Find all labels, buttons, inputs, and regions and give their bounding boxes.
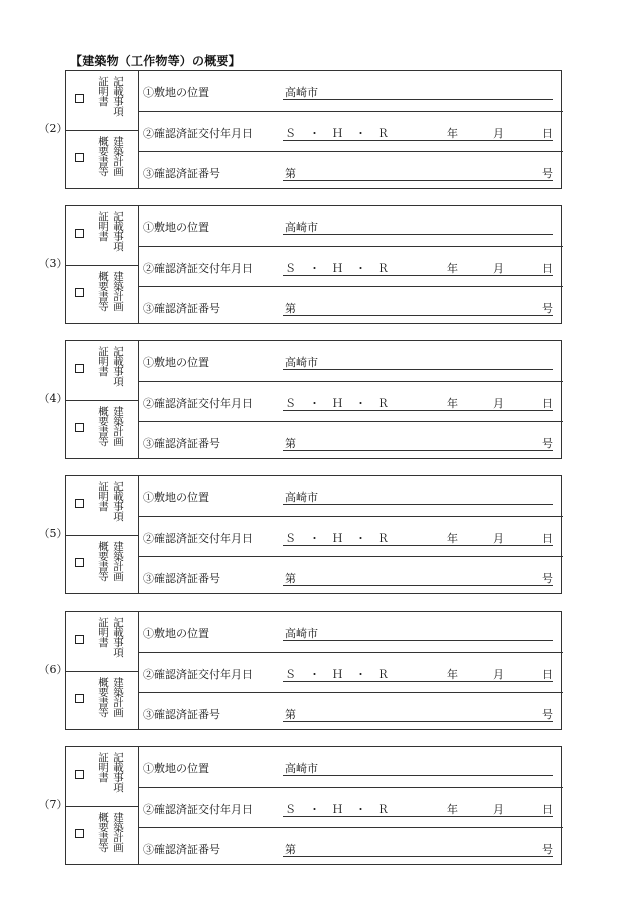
certificate-label-line: 記載事項 [112,346,124,386]
day-unit: 日 [542,803,553,816]
summary-label-line: 建築計画 [112,135,124,176]
certificate-label-line: 記載事項 [112,211,124,251]
era-reiwa: Ｒ [378,262,389,275]
era-separator: ・ [355,262,366,275]
summary-label-line: 概要書等 [97,135,109,176]
year-unit: 年 [447,668,458,681]
era-separator: ・ [355,127,366,140]
document-type-column [66,71,139,188]
certificate-number-label: ③確認済証番号 [143,843,220,856]
city-prefix: 高崎市 [285,356,318,369]
document-type-column [66,206,139,323]
city-prefix: 高崎市 [285,491,318,504]
certificate-number-row [139,692,563,732]
certificate-label [97,346,123,386]
summary-label-line: 概要書等 [97,811,109,852]
site-location-row [139,206,563,246]
month-unit: 月 [493,397,504,410]
summary-label-line: 概要書等 [97,676,109,717]
era-showa: Ｓ [285,127,296,140]
site-location-row [139,476,563,516]
site-location-field[interactable] [283,81,553,100]
overview-section [0,70,630,191]
summary-label-line: 概要書等 [97,540,109,581]
era-reiwa: Ｒ [378,803,389,816]
issue-date-row [139,246,563,286]
certificate-number-label: ③確認済証番号 [143,437,220,450]
section-frame [65,611,562,730]
site-location-label: ①敷地の位置 [143,86,209,99]
issue-date-field[interactable] [283,663,553,682]
issue-date-field[interactable] [283,798,553,817]
section-frame [65,205,562,324]
era-separator: ・ [309,668,320,681]
era-heisei: Ｈ [332,532,343,545]
number-suffix: 号 [542,708,553,721]
certificate-number-label: ③確認済証番号 [143,708,220,721]
site-location-row [139,747,563,787]
day-unit: 日 [542,262,553,275]
certificate-option [66,476,138,535]
site-location-label: ①敷地の位置 [143,627,209,640]
year-unit: 年 [447,262,458,275]
number-suffix: 号 [542,843,553,856]
document-type-column [66,612,139,729]
certificate-label-line: 証明書 [97,481,109,511]
certificate-number-label: ③確認済証番号 [143,302,220,315]
summary-label-line: 概要書等 [97,270,109,311]
number-suffix: 号 [542,572,553,585]
site-location-field[interactable] [283,486,553,505]
summary-label [97,812,123,852]
month-unit: 月 [493,803,504,816]
era-separator: ・ [309,532,320,545]
site-location-label: ①敷地の位置 [143,356,209,369]
era-reiwa: Ｒ [378,127,389,140]
certificate-label-line: 記載事項 [112,76,124,116]
site-location-label: ①敷地の位置 [143,491,209,504]
era-heisei: Ｈ [332,127,343,140]
certificate-number-label: ③確認済証番号 [143,572,220,585]
certificate-number-row [139,286,563,326]
overview-section [0,611,630,732]
era-separator: ・ [355,668,366,681]
era-heisei: Ｈ [332,668,343,681]
era-separator: ・ [355,532,366,545]
section-number: （6） [38,663,68,676]
day-unit: 日 [542,532,553,545]
issue-date-field[interactable] [283,257,553,276]
summary-option [66,671,138,730]
summary-option [66,806,138,865]
era-reiwa: Ｒ [378,532,389,545]
year-unit: 年 [447,803,458,816]
summary-option [66,130,138,189]
era-heisei: Ｈ [332,262,343,275]
summary-checkbox[interactable] [75,694,84,703]
certificate-number-field[interactable] [283,162,553,181]
month-unit: 月 [493,262,504,275]
number-prefix: 第 [285,167,296,180]
summary-label-line: 概要書等 [97,405,109,446]
section-frame [65,746,562,865]
issue-date-label: ②確認済証交付年月日 [143,127,253,140]
number-prefix: 第 [285,302,296,315]
overview-section [0,746,630,867]
site-location-field[interactable] [283,216,553,235]
certificate-checkbox[interactable] [75,635,84,644]
issue-date-row [139,652,563,692]
certificate-number-field[interactable] [283,297,553,316]
issue-date-row [139,381,563,421]
era-separator: ・ [309,397,320,410]
number-suffix: 号 [542,302,553,315]
era-separator: ・ [309,127,320,140]
certificate-label-line: 証明書 [97,617,109,647]
overview-section [0,475,630,596]
summary-option [66,400,138,459]
day-unit: 日 [542,668,553,681]
section-number: （5） [38,527,68,540]
issue-date-field[interactable] [283,527,553,546]
section-frame [65,70,562,189]
certificate-label-line: 証明書 [97,211,109,241]
document-type-column [66,476,139,593]
summary-option [66,265,138,324]
era-heisei: Ｈ [332,397,343,410]
site-location-row [139,612,563,652]
month-unit: 月 [493,127,504,140]
summary-checkbox[interactable] [75,423,84,432]
section-number: （4） [38,392,68,405]
era-separator: ・ [309,262,320,275]
era-showa: Ｓ [285,668,296,681]
summary-label [97,271,123,311]
summary-label-line: 建築計画 [112,270,124,311]
issue-date-label: ②確認済証交付年月日 [143,668,253,681]
era-showa: Ｓ [285,397,296,410]
summary-checkbox[interactable] [75,558,84,567]
certificate-label [97,76,123,116]
site-location-label: ①敷地の位置 [143,762,209,775]
month-unit: 月 [493,668,504,681]
era-separator: ・ [355,397,366,410]
era-separator: ・ [355,803,366,816]
issue-date-label: ②確認済証交付年月日 [143,397,253,410]
certificate-label-line: 記載事項 [112,481,124,521]
number-prefix: 第 [285,437,296,450]
certificate-checkbox[interactable] [75,770,84,779]
site-location-field[interactable] [283,757,553,776]
number-prefix: 第 [285,843,296,856]
city-prefix: 高崎市 [285,762,318,775]
certificate-number-field[interactable] [283,567,553,586]
issue-date-label: ②確認済証交付年月日 [143,262,253,275]
certificate-number-field[interactable] [283,838,553,857]
number-prefix: 第 [285,572,296,585]
city-prefix: 高崎市 [285,627,318,640]
issue-date-row [139,111,563,151]
certificate-checkbox[interactable] [75,94,84,103]
summary-option [66,535,138,594]
day-unit: 日 [542,397,553,410]
number-suffix: 号 [542,167,553,180]
summary-checkbox[interactable] [75,829,84,838]
summary-label [97,136,123,176]
number-suffix: 号 [542,437,553,450]
issue-date-label: ②確認済証交付年月日 [143,803,253,816]
section-frame [65,340,562,459]
certificate-number-label: ③確認済証番号 [143,167,220,180]
form-heading: 【建築物（工作物等）の概要】 [70,54,241,68]
summary-label-line: 建築計画 [112,540,124,581]
era-reiwa: Ｒ [378,668,389,681]
section-number: （3） [38,257,68,270]
document-type-column [66,747,139,864]
era-reiwa: Ｒ [378,397,389,410]
issue-date-row [139,787,563,827]
certificate-number-row [139,421,563,461]
certificate-option [66,612,138,671]
certificate-number-row [139,556,563,596]
certificate-label [97,617,123,657]
summary-label [97,406,123,446]
summary-checkbox[interactable] [75,153,84,162]
site-location-row [139,341,563,381]
certificate-number-field[interactable] [283,703,553,722]
year-unit: 年 [447,397,458,410]
certificate-checkbox[interactable] [75,229,84,238]
certificate-label-line: 記載事項 [112,617,124,657]
certificate-label [97,481,123,521]
summary-label [97,541,123,581]
certificate-label [97,211,123,251]
certificate-checkbox[interactable] [75,499,84,508]
section-number: （2） [38,122,68,135]
section-frame [65,475,562,594]
issue-date-row [139,516,563,556]
overview-section [0,205,630,326]
month-unit: 月 [493,532,504,545]
summary-label [97,677,123,717]
site-location-row [139,71,563,111]
era-separator: ・ [309,803,320,816]
certificate-number-row [139,827,563,867]
certificate-label-line: 証明書 [97,752,109,782]
certificate-label [97,752,123,792]
era-showa: Ｓ [285,803,296,816]
certificate-option [66,71,138,130]
summary-checkbox[interactable] [75,288,84,297]
certificate-number-field[interactable] [283,432,553,451]
summary-label-line: 建築計画 [112,405,124,446]
issue-date-field[interactable] [283,392,553,411]
certificate-label-line: 記載事項 [112,752,124,792]
era-showa: Ｓ [285,532,296,545]
section-number: （7） [38,798,68,811]
city-prefix: 高崎市 [285,221,318,234]
certificate-label-line: 証明書 [97,76,109,106]
summary-label-line: 建築計画 [112,811,124,852]
city-prefix: 高崎市 [285,86,318,99]
site-location-field[interactable] [283,351,553,370]
year-unit: 年 [447,127,458,140]
number-prefix: 第 [285,708,296,721]
issue-date-label: ②確認済証交付年月日 [143,532,253,545]
certificate-checkbox[interactable] [75,364,84,373]
site-location-field[interactable] [283,622,553,641]
summary-label-line: 建築計画 [112,676,124,717]
year-unit: 年 [447,532,458,545]
certificate-number-row [139,151,563,191]
era-heisei: Ｈ [332,803,343,816]
certificate-label-line: 証明書 [97,346,109,376]
site-location-label: ①敷地の位置 [143,221,209,234]
overview-section [0,340,630,461]
certificate-option [66,341,138,400]
era-showa: Ｓ [285,262,296,275]
day-unit: 日 [542,127,553,140]
certificate-option [66,206,138,265]
issue-date-field[interactable] [283,122,553,141]
document-type-column [66,341,139,458]
certificate-option [66,747,138,806]
